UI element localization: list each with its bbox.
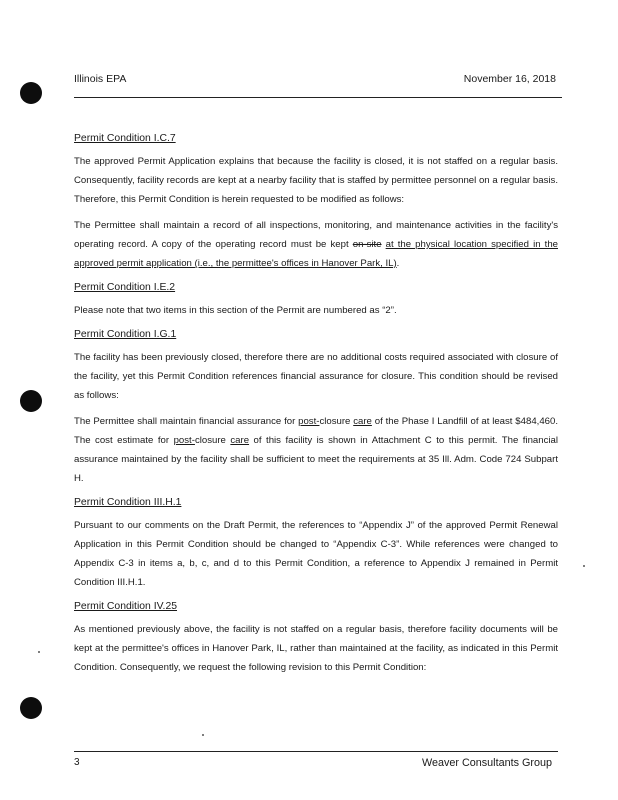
section-paragraph: As mentioned previously above, the facility is not staffed on a regular basis, therefore facility documents will be kept at the permittee's offices in Hanover Park, IL, rather than maintained at the facility, as indicated in this Permit Condition. Consequently, we request the following revision to this Permit Condition: xyxy=(74,624,558,673)
added-text: post- xyxy=(173,435,195,446)
document-body xyxy=(74,131,558,684)
text-run: . xyxy=(396,258,400,269)
header-agency: Illinois EPA xyxy=(74,73,127,85)
section-paragraph: Please note that two items in this section of the Permit are numbered as “2”. xyxy=(74,305,397,316)
added-text: post- xyxy=(298,416,320,427)
scan-speck xyxy=(38,651,40,653)
added-text: at the physical location specified in the approved permit application (i.e., the permittee's offices in Hanover Park, IL) xyxy=(74,239,558,269)
section-heading: Permit Condition III.H.1 xyxy=(74,497,182,508)
footer-firm-name: Weaver Consultants Group xyxy=(421,757,552,769)
page-header xyxy=(74,73,556,85)
section-paragraph: The approved Permit Application explains that because the facility is closed, it is not staffed on a regular basis. Consequently, facility records are kept at a nearby facility that is staffed by permittee personnel on a regular basis. Therefore, this Permit Condition is herein requested to be modified as follows: xyxy=(74,156,558,205)
page-number: 3 xyxy=(74,757,80,768)
revised-condition-text xyxy=(74,412,558,488)
section-heading: Permit Condition I.C.7 xyxy=(74,133,176,144)
deleted-text: on-site xyxy=(352,239,382,250)
section-heading: Permit Condition I.G.1 xyxy=(74,329,177,340)
section-heading: Permit Condition I.E.2 xyxy=(74,282,176,293)
text-run: The Permittee shall maintain financial assurance for xyxy=(74,416,299,427)
binder-hole-middle xyxy=(20,390,42,412)
footer-rule xyxy=(74,751,558,752)
text-run: closure xyxy=(194,435,231,446)
text-run: of this facility is shown in Attachment C to this permit. The financial assurance maintained by the facility shall be sufficient to meet the requirements at 35 Ill. Adm. Code 724 Subpart H. xyxy=(74,435,558,484)
header-date: November 16, 2018 xyxy=(463,73,556,85)
binder-hole-top xyxy=(20,82,42,104)
section-paragraph: Pursuant to our comments on the Draft Permit, the references to “Appendix J” of the approved Permit Renewal Application in this Permit Condition should be changed to “Appendix C-3”. While references were changed to Appendix C-3 in items a, b, c, and d to this Permit Condition, a reference to Appendix J remained in Permit Condition III.H.1. xyxy=(74,520,558,588)
added-text: care xyxy=(353,416,372,427)
binder-hole-bottom xyxy=(20,697,42,719)
added-text: care xyxy=(230,435,250,446)
section-heading: Permit Condition IV.25 xyxy=(74,601,178,612)
section-paragraph: The facility has been previously closed, therefore there are no additional costs required associated with closure of the facility, yet this Permit Condition references financial assurance for closure. This condition should be revised as follows: xyxy=(74,352,558,401)
scan-speck xyxy=(202,734,204,736)
revised-condition-text xyxy=(74,216,558,273)
scan-speck xyxy=(583,565,585,567)
text-run: closure xyxy=(319,416,354,427)
header-rule xyxy=(74,97,562,98)
text-run: of the Phase I Landfill of at least $484,460. The cost estimate for xyxy=(74,416,558,446)
text-run: The Permittee shall maintain a record of all inspections, monitoring, and maintenance activities in the facility's operating record. A copy of the operating record must be kept xyxy=(74,220,558,250)
page-footer xyxy=(74,757,552,769)
